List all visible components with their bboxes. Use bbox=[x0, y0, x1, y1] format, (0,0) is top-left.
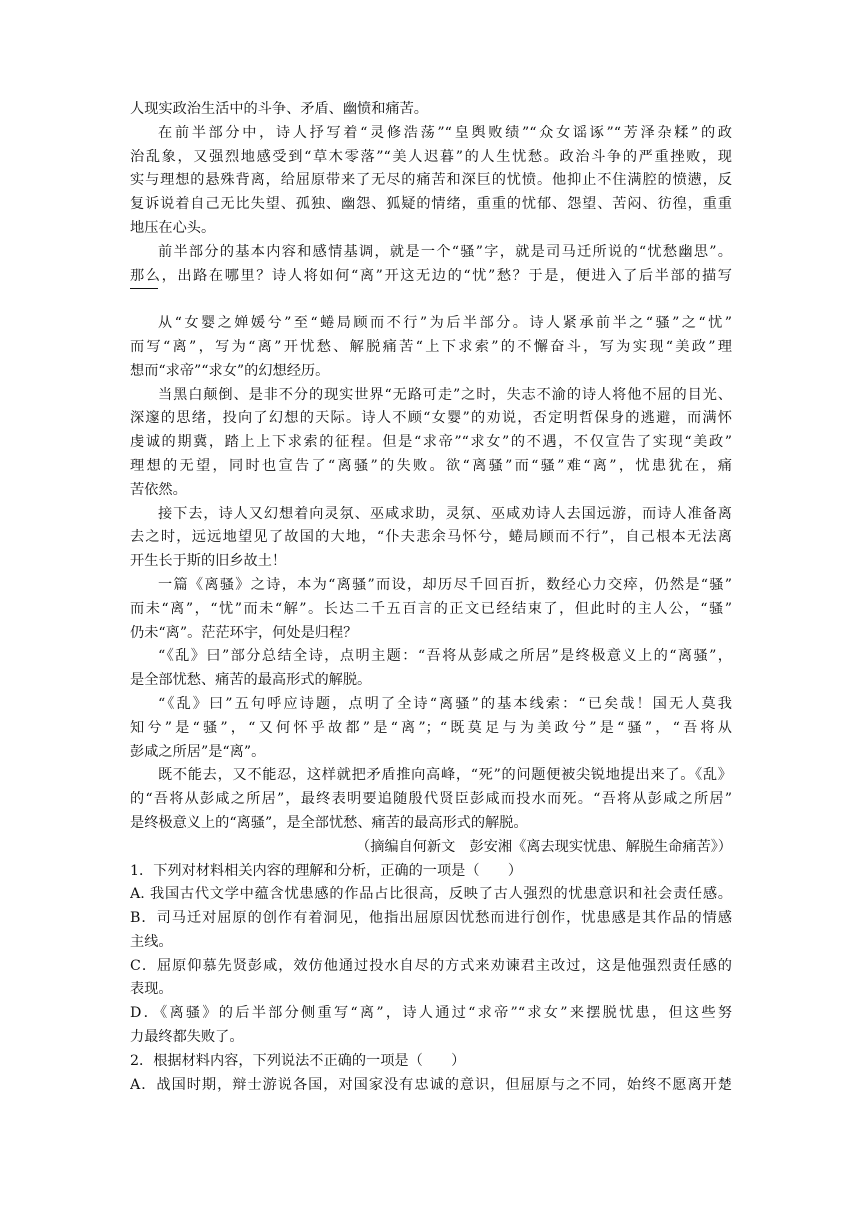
text-line: 表现。 bbox=[130, 981, 173, 998]
text-line: 苦依然。 bbox=[130, 481, 187, 498]
text-line: 人现实政治生活中的斗争、矛盾、幽愤和痛苦。 bbox=[130, 101, 428, 117]
text-line: 力最终都失败了。 bbox=[130, 1029, 244, 1046]
text-line: 1．下列对材料相关内容的理解和分析，正确的一项是（ ） bbox=[130, 862, 523, 879]
text-line: 地压在心头。 bbox=[130, 219, 216, 236]
text-line: A．战国时期，辩士游说各国，对国家没有忠诚的意识，但屈原与之不同，始终不愿离开楚 bbox=[130, 1076, 732, 1093]
text-line: 2．根据材料内容，下列说法不正确的一项是（ ） bbox=[130, 1052, 466, 1069]
text-line: 知兮”是“骚”，“又何怀乎故都”是“离”；“既莫足与为美政兮”是“骚”，“吾将从 bbox=[130, 719, 732, 736]
text-line: 一篇《离骚》之诗，本为“离骚”而设，却历尽千回百折，数经心力交瘁，仍然是“骚” bbox=[158, 576, 732, 593]
text-line: “《乱》曰”五句呼应诗题，点明了全诗“离骚”的基本线索：“已矣哉！国无人莫我 bbox=[158, 695, 732, 712]
text-line: 而未“离”，“忧”而未“解”。长达二千五百言的正文已经结束了，但此时的主人公，“骚” bbox=[130, 600, 732, 617]
text-line: 想而“求帝”“求女”的幻想经历。 bbox=[130, 362, 330, 379]
text-line: 理想的无望，同时也宣告了“离骚”的失败。欲“离骚”而“骚”难“离”，忧患犹在，痛 bbox=[130, 457, 732, 474]
text-line: 的“吾将从彭咸之所居”，最终表明要追随殷代贤臣彭咸而投水而死。“吾将从彭咸之所居” bbox=[130, 791, 732, 808]
text-line: 在前半部分中，诗人抒写着“灵修浩荡”“皇舆败绩”“众女谣诼”“芳泽杂糅”的政 bbox=[158, 124, 732, 141]
text-line: 当黑白颠倒、是非不分的现实世界“无路可走”之时，失志不渝的诗人将他不屈的目光、 bbox=[158, 386, 732, 403]
text-line: 深邃的思绪，投向了幻想的天际。诗人不顾“女婴”的劝说，否定明哲保身的逃避，而满怀 bbox=[130, 410, 732, 427]
text-line: 而写“离”，写为“离”开忧愁、解脱痛苦“上下求索”的不懈奋斗，写为实现“美政”理 bbox=[130, 338, 732, 355]
text-line: 仍未“离”。茫茫环宇，何处是归程？ bbox=[130, 624, 358, 641]
document-body bbox=[130, 98, 732, 1097]
text-line: A. 我国古代文学中蕴含忧患感的作品占比很高，反映了古人强烈的忧患意识和社会责任感。 bbox=[130, 886, 732, 903]
text-line: 前半部分的基本内容和感情基调，就是一个“骚”字，就是司马迁所说的“忧愁幽思”。 bbox=[158, 243, 732, 260]
dash-mark bbox=[130, 288, 158, 289]
text-line: 复诉说着自己无比失望、孤独、幽怨、狐疑的情绪，重重的忧郁、怨望、苦闷、彷徨，重重 bbox=[130, 196, 732, 213]
text-line: “《乱》曰”部分总结全诗，点明主题：“吾将从彭咸之所居”是终极意义上的“离骚”， bbox=[158, 648, 732, 665]
text-line: D．《离骚》的后半部分侧重写“离”，诗人通过“求帝”“求女”来摆脱忧患，但这些努 bbox=[130, 1005, 732, 1022]
text-line: B．司马迁对屈原的创作有着洞见，他指出屈原因忧愁而进行创作，忧患感是其作品的情感 bbox=[130, 910, 732, 927]
text-line: 治乱象，又强烈地感受到“草木零落”“美人迟暮”的人生忧愁。政治斗争的严重挫败，现 bbox=[130, 148, 732, 165]
text-line: 既不能去，又不能忍，这样就把矛盾推向高峰，“死”的问题便被尖锐地提出来了。《乱》 bbox=[158, 767, 732, 784]
text-line: C．屈原仰慕先贤彭咸，效仿他通过投水自尽的方式来劝谏君主改过，这是他强烈责任感的 bbox=[130, 957, 732, 974]
text-line: 彭咸之所居”是“离”。 bbox=[130, 743, 266, 760]
text-line: 接下去，诗人又幻想着向灵氛、巫咸求助，灵氛、巫咸劝诗人去国远游，而诗人准备离 bbox=[158, 505, 732, 522]
text-line: 那么，出路在哪里？诗人将如何“离”开这无边的“忧”愁？于是，便进入了后半部的描写 bbox=[130, 267, 732, 284]
text-line: 从“女婴之婵媛兮”至“蜷局顾而不行”为后半部分。诗人紧承前半之“骚”之“忧” bbox=[158, 315, 732, 332]
dash-rule bbox=[130, 288, 732, 312]
text-line: 去之时，远远地望见了故国的大地，“仆夫悲余马怀兮，蜷局顾而不行”，自己根本无法离 bbox=[130, 529, 732, 546]
text-line: 开生长于斯的旧乡故土！ bbox=[130, 553, 287, 570]
text-line: 虔诚的期冀，踏上上下求索的征程。但是“求帝”“求女”的不遇，不仅宣告了实现“美政” bbox=[130, 434, 732, 451]
text-line: 是终极意义上的“离骚”，是全部忧愁、痛苦的最高形式的解脱。 bbox=[130, 814, 528, 831]
text-line: 实与理想的悬殊背离，给屈原带来了无尽的痛苦和深巨的忧愤。他抑止不住满腔的愤懑，反 bbox=[130, 172, 732, 189]
text-line: 是全部忧愁、痛苦的最高形式的解脱。 bbox=[130, 672, 372, 689]
text-line: 主线。 bbox=[130, 933, 173, 950]
source-citation: （摘编自何新文 彭安湘《离去现实忧患、解脱生命痛苦》） bbox=[356, 838, 732, 855]
